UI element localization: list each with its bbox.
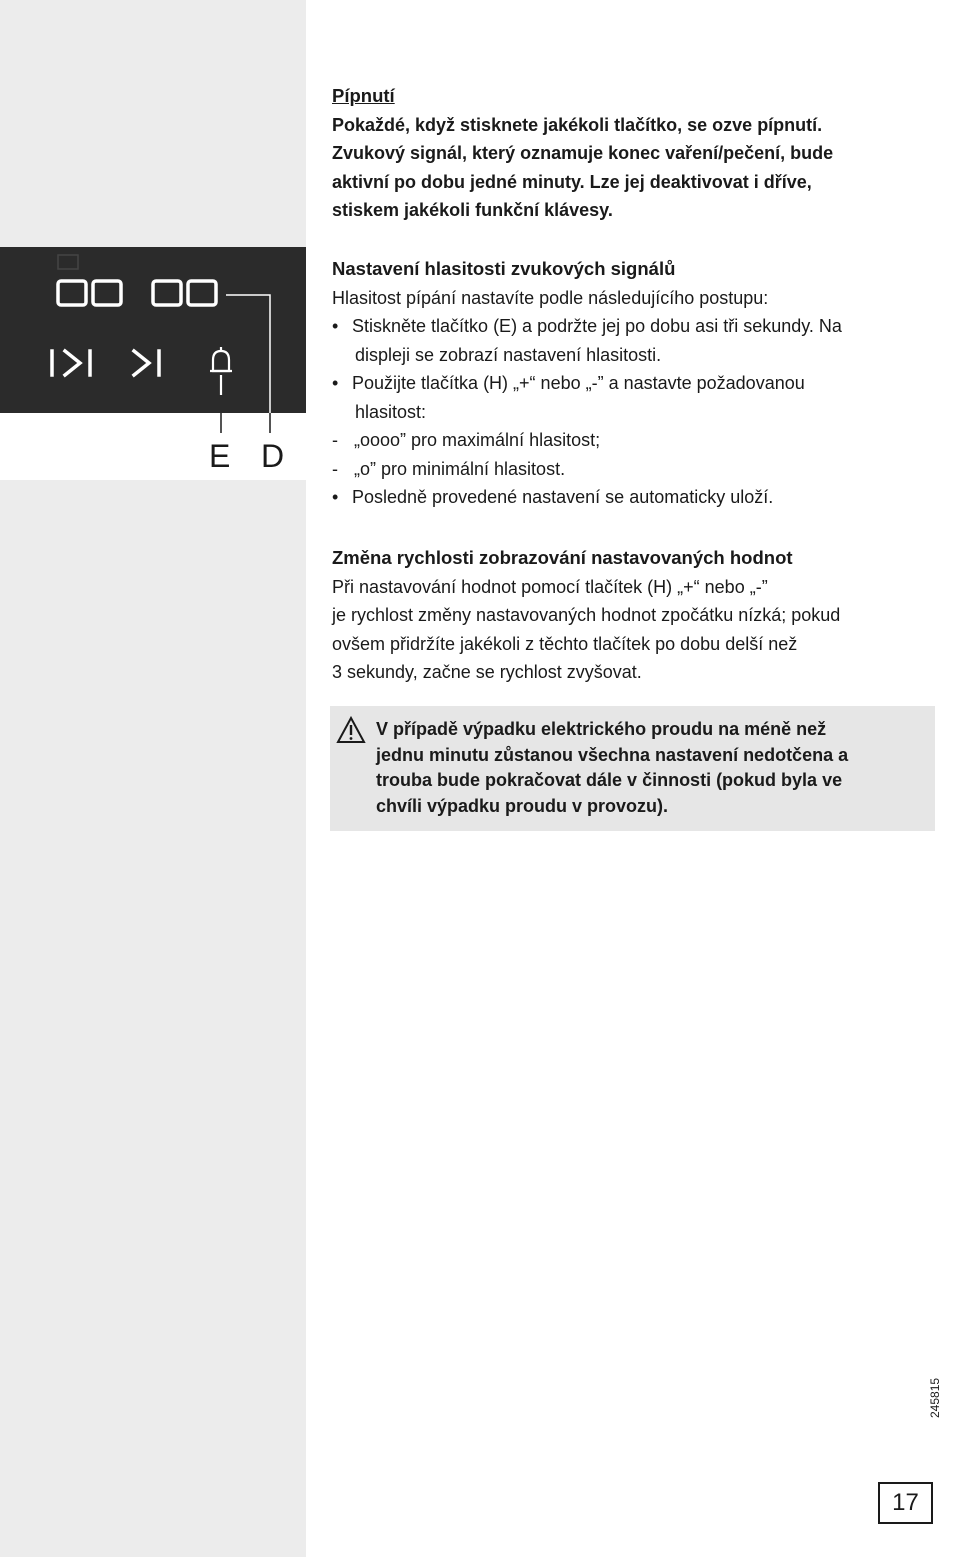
section-beep-line: Zvukový signál, který oznamuje konec vaření/pečení, bude bbox=[332, 143, 834, 163]
section-beep-title: Pípnutí bbox=[332, 85, 395, 106]
warning-line: trouba bude pokračovat dále v činnosti (pokud byla ve bbox=[376, 770, 843, 790]
document-number: 245815 bbox=[928, 1377, 942, 1418]
warning-box bbox=[330, 706, 935, 831]
left-margin-strip bbox=[0, 0, 306, 1557]
section-speed-line: Při nastavování hodnot pomocí tlačítek (H) „+“ nebo „-” bbox=[332, 576, 768, 597]
section-speed-title: Změna rychlosti zobrazování nastavovaných hodnot bbox=[332, 547, 793, 568]
section-speed-line: je rychlost změny nastavovaných hodnot zpočátku nízká; pokud bbox=[332, 605, 841, 625]
section-beep-line: aktivní po dobu jedné minuty. Lze jej deaktivovat i dříve, bbox=[332, 171, 812, 192]
section-beep-line: stiskem jakékoli funkční klávesy. bbox=[332, 200, 613, 220]
label-d: D bbox=[261, 438, 285, 474]
section-speed bbox=[332, 544, 932, 687]
list-item-continuation: displeji se zobrazí nastavení hlasitosti. bbox=[355, 344, 662, 365]
list-item: • Stiskněte tlačítko (E) a podržte jej po dobu asi tři sekundy. Na bbox=[332, 312, 932, 341]
section-speed-line: ovšem přidržíte jakékoli z těchto tlačítek po dobu delší než bbox=[332, 633, 798, 654]
bullet-symbol: • bbox=[332, 487, 339, 507]
list-item: • Posledně provedené nastavení se automaticky uloží. bbox=[332, 483, 932, 512]
warning-line: jednu minutu zůstanou všechna nastavení nedotčena a bbox=[376, 744, 849, 765]
section-volume-intro: Hlasitost pípání nastavíte podle následujícího postupu: bbox=[332, 287, 769, 308]
warning-triangle-icon bbox=[336, 716, 366, 744]
section-volume bbox=[332, 255, 932, 512]
dash-symbol: - bbox=[332, 458, 338, 479]
section-volume-title: Nastavení hlasitosti zvukových signálů bbox=[332, 258, 676, 279]
bullet-symbol: • bbox=[332, 316, 339, 336]
label-e: E bbox=[209, 438, 231, 474]
list-item-dash: - „oooo” pro maximální hlasitost; bbox=[332, 426, 932, 455]
warning-line: chvíli výpadku proudu v provozu). bbox=[376, 795, 669, 816]
list-item-continuation: hlasitost: bbox=[355, 401, 427, 422]
control-panel-illustration bbox=[0, 247, 306, 480]
section-beep bbox=[332, 82, 932, 225]
warning-line: V případě výpadku elektrického proudu na méně než bbox=[376, 719, 827, 739]
list-item-dash: - „o” pro minimální hlasitost. bbox=[332, 455, 932, 484]
section-beep-line: Pokaždé, když stisknete jakékoli tlačítko, se ozve pípnutí. bbox=[332, 114, 823, 135]
dash-symbol: - bbox=[332, 430, 338, 450]
page-number: 17 bbox=[878, 1482, 933, 1524]
section-speed-line: 3 sekundy, začne se rychlost zvyšovat. bbox=[332, 662, 642, 682]
warning-text bbox=[376, 717, 848, 819]
bullet-symbol: • bbox=[332, 373, 339, 393]
list-item: • Použijte tlačítka (H) „+“ nebo „-” a nastavte požadovanou bbox=[332, 369, 932, 398]
